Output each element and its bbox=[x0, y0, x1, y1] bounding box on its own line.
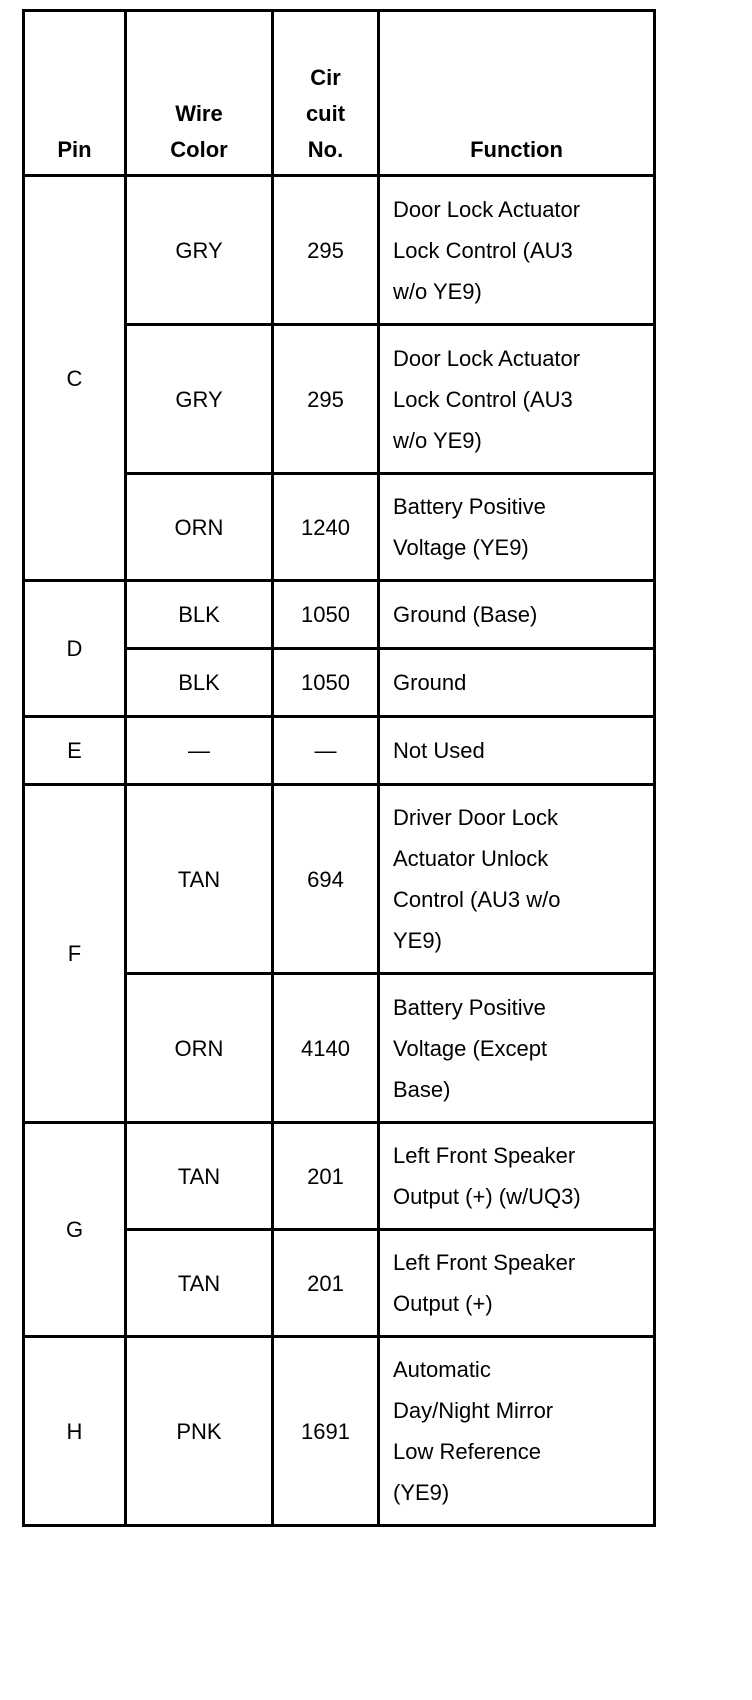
wire-color-cell: BLK bbox=[126, 581, 273, 649]
function-cell: Not Used bbox=[379, 717, 655, 785]
wire-color-cell: PNK bbox=[126, 1337, 273, 1526]
circuit-cell: 1691 bbox=[273, 1337, 379, 1526]
function-cell: Battery Positive Voltage (YE9) bbox=[379, 474, 655, 581]
wire-color-cell: TAN bbox=[126, 1123, 273, 1230]
table-row bbox=[24, 1337, 655, 1526]
circuit-cell: 1240 bbox=[273, 474, 379, 581]
pin-cell: C bbox=[24, 176, 126, 581]
wire-color-cell: ORN bbox=[126, 974, 273, 1123]
table-row bbox=[24, 581, 655, 649]
function-cell: Automatic Day/Night Mirror Low Reference (YE9) bbox=[379, 1337, 655, 1526]
pin-cell: H bbox=[24, 1337, 126, 1526]
function-cell: Door Lock Actuator Lock Control (AU3 w/o YE9) bbox=[379, 176, 655, 325]
header-circuit-no: Cir cuit No. bbox=[273, 11, 379, 176]
circuit-cell: 1050 bbox=[273, 649, 379, 717]
circuit-cell: 4140 bbox=[273, 974, 379, 1123]
connector-pin-table bbox=[22, 9, 656, 1527]
table-row bbox=[24, 176, 655, 325]
function-cell: Ground bbox=[379, 649, 655, 717]
function-cell: Ground (Base) bbox=[379, 581, 655, 649]
function-cell: Left Front Speaker Output (+) (w/UQ3) bbox=[379, 1123, 655, 1230]
function-cell: Left Front Speaker Output (+) bbox=[379, 1230, 655, 1337]
wire-color-cell: GRY bbox=[126, 176, 273, 325]
circuit-cell: 201 bbox=[273, 1123, 379, 1230]
circuit-cell: 694 bbox=[273, 785, 379, 974]
circuit-cell: 295 bbox=[273, 176, 379, 325]
circuit-cell: 295 bbox=[273, 325, 379, 474]
wire-color-cell: BLK bbox=[126, 649, 273, 717]
pin-cell: G bbox=[24, 1123, 126, 1337]
pin-cell: F bbox=[24, 785, 126, 1123]
wire-color-cell: — bbox=[126, 717, 273, 785]
wire-color-cell: TAN bbox=[126, 1230, 273, 1337]
table-row bbox=[24, 785, 655, 974]
header-pin: Pin bbox=[24, 11, 126, 176]
wire-color-cell: TAN bbox=[126, 785, 273, 974]
pin-cell: D bbox=[24, 581, 126, 717]
wire-color-cell: GRY bbox=[126, 325, 273, 474]
function-cell: Battery Positive Voltage (Except Base) bbox=[379, 974, 655, 1123]
circuit-cell: 1050 bbox=[273, 581, 379, 649]
wire-color-cell: ORN bbox=[126, 474, 273, 581]
function-cell: Door Lock Actuator Lock Control (AU3 w/o YE9) bbox=[379, 325, 655, 474]
header-function: Function bbox=[379, 11, 655, 176]
pin-cell: E bbox=[24, 717, 126, 785]
header-row bbox=[24, 11, 655, 176]
table-row bbox=[24, 717, 655, 785]
circuit-cell: 201 bbox=[273, 1230, 379, 1337]
function-cell: Driver Door Lock Actuator Unlock Control (AU3 w/o YE9) bbox=[379, 785, 655, 974]
header-wire-color: Wire Color bbox=[126, 11, 273, 176]
circuit-cell: — bbox=[273, 717, 379, 785]
table-row bbox=[24, 1123, 655, 1230]
